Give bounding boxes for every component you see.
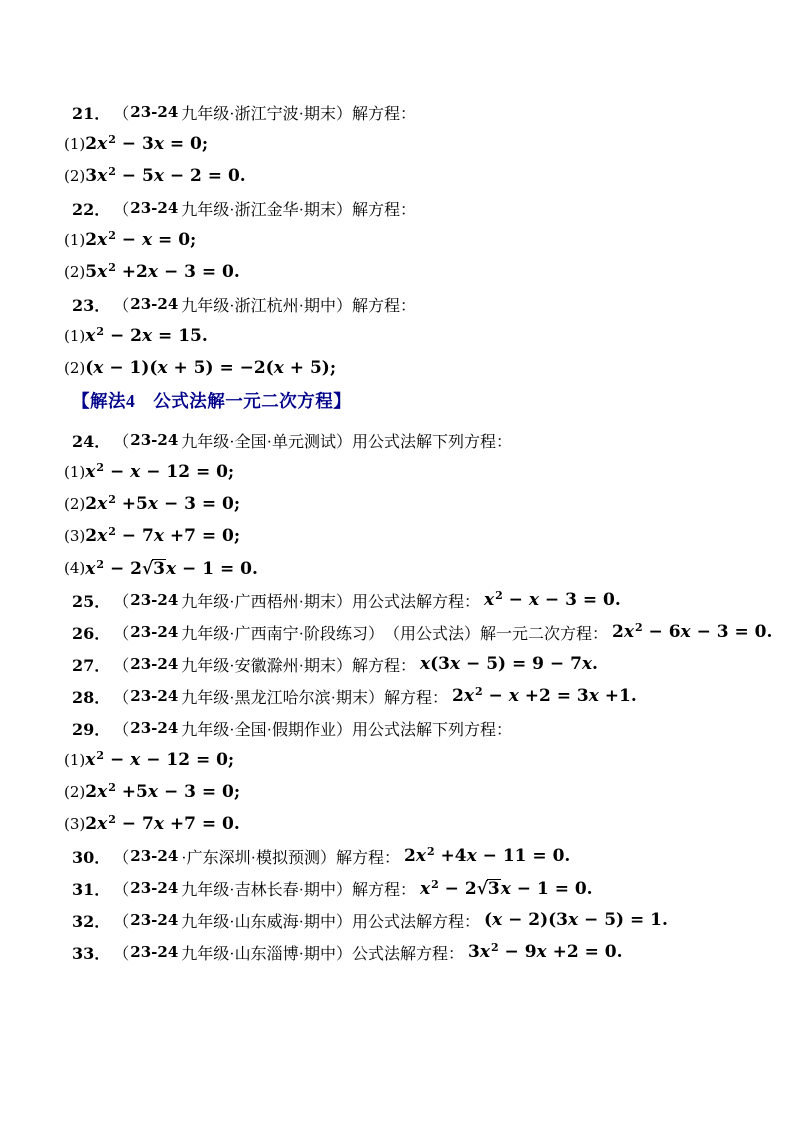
inline-equation: (x − 2)(3x − 5) = 1. [483,909,668,930]
problem-33-header [0,936,794,968]
part-label: (4) [64,559,86,577]
problem-number: 22． [72,199,111,219]
part-equation: $2x^2 - 7x +7 = 0$. [85,812,240,834]
source-origin: 九年级·广西梧州·期末） [181,593,352,611]
part-equation: $x^2 - 2√3x - 1 = 0$. [85,557,258,579]
problem-number: 27． [72,655,111,675]
problem-prompt: 用公式法解下列方程： [351,721,512,739]
problem-prompt: 解方程： [383,689,448,707]
source-origin: 九年级·浙江宁波·期末） [181,105,352,123]
part-line [0,488,794,520]
problem-number: 30． [72,847,111,867]
part-equation: $2x^2 +5x - 3 = 0$; [85,492,241,514]
part-line [0,128,794,160]
problem-24-header [0,424,794,456]
problem-26-header [0,616,794,648]
inline-equation: $x^2 - 2√3x - 1 = 0$. [419,877,593,899]
source-origin: 九年级·山东威海·期中） [181,913,352,931]
problem-28-header [0,680,794,712]
part-line [0,744,794,776]
source-origin: ·广东深圳·模拟预测） [181,849,336,867]
problem-25-header [0,584,794,616]
source-origin: 九年级·全国·单元测试） [181,433,352,451]
problem-21-header [0,96,794,128]
source-open-paren: （ [113,721,130,739]
source-years: 23-24 [130,911,179,929]
problem-prompt: 解方程： [351,657,416,675]
source-origin: 九年级·广西南宁·阶段练习） [181,625,384,643]
source-years: 23-24 [130,943,179,961]
part-line [0,352,794,384]
part-label: (1) [64,135,86,153]
part-equation: $x^2 - 2x = 15$. [85,324,208,346]
part-line [0,552,794,584]
source-origin: 九年级·安徽滁州·期末） [181,657,352,675]
source-origin: 九年级·山东淄博·期中） [181,945,352,963]
source-open-paren: （ [113,593,130,611]
problem-prompt: （用公式法）解一元二次方程： [383,625,608,643]
problem-prompt: 解方程： [351,881,416,899]
source-years: 23-24 [130,687,179,705]
problem-32-header [0,904,794,936]
source-years: 23-24 [130,623,179,641]
part-equation: $2x^2 - 3x = 0$; [85,132,209,154]
source-years: 23-24 [130,199,179,217]
inline-equation: $3x^2 - 9x +2 = 0$. [467,940,623,962]
part-label: (1) [64,327,86,345]
part-label: (1) [64,231,86,249]
source-open-paren: （ [113,913,130,931]
source-open-paren: （ [113,689,130,707]
part-equation: $x^2 - x - 12 = 0$; [85,748,235,770]
part-equation: $5x^2 +2x - 3 = 0$. [85,260,240,282]
part-label: (1) [64,751,86,769]
part-equation: $2x^2 +5x - 3 = 0$; [85,780,241,802]
part-line [0,520,794,552]
source-open-paren: （ [113,105,130,123]
source-open-paren: （ [113,433,130,451]
problem-prompt: 解方程： [351,105,416,123]
source-years: 23-24 [130,847,179,865]
part-equation: $3x^2 - 5x - 2 = 0$. [85,164,246,186]
part-line [0,160,794,192]
source-open-paren: （ [113,201,130,219]
problem-number: 24． [72,431,111,451]
source-years: 23-24 [130,431,179,449]
problem-number: 32． [72,911,111,931]
problem-number: 29． [72,719,111,739]
part-line [0,808,794,840]
problem-22-header [0,192,794,224]
part-label: (2) [64,783,86,801]
source-open-paren: （ [113,657,130,675]
source-open-paren: （ [113,945,130,963]
inline-equation: $2x^2 - 6x - 3 = 0$. [611,620,773,642]
source-years: 23-24 [130,295,179,313]
part-equation: (x − 1)(x + 5) = −2(x + 5); [85,357,337,378]
source-open-paren: （ [113,297,130,315]
part-line [0,256,794,288]
problem-prompt: 用公式法解方程： [351,593,480,611]
inline-equation: $x^2 - x - 3 = 0$. [483,588,621,610]
inline-equation: $2x^2 +4x - 11 = 0$. [403,844,571,866]
source-origin: 九年级·黑龙江哈尔滨·期末） [181,689,384,707]
problem-number: 23． [72,295,111,315]
part-label: (2) [64,263,86,281]
part-equation: $2x^2 - x = 0$; [85,228,197,250]
part-label: (2) [64,359,86,377]
source-origin: 九年级·吉林长春·期中） [181,881,352,899]
part-line [0,224,794,256]
section-heading: 【解法4 公式法解一元二次方程】 [72,390,352,411]
source-years: 23-24 [130,719,179,737]
problem-number: 25． [72,591,111,611]
problem-number: 26． [72,623,111,643]
problem-prompt: 解方程： [335,849,400,867]
problem-number: 21． [72,103,111,123]
part-line [0,776,794,808]
source-years: 23-24 [130,879,179,897]
problem-prompt: 解方程： [351,297,416,315]
source-origin: 九年级·浙江金华·期末） [181,201,352,219]
problem-prompt: 公式法解方程： [351,945,464,963]
source-open-paren: （ [113,881,130,899]
problem-prompt: 解方程： [351,201,416,219]
source-years: 23-24 [130,591,179,609]
problem-29-header [0,712,794,744]
part-label: (3) [64,815,86,833]
part-label: (2) [64,167,86,185]
source-years: 23-24 [130,103,179,121]
problem-number: 28． [72,687,111,707]
inline-equation: x(3x − 5) = 9 − 7x. [419,653,598,674]
part-line [0,320,794,352]
problem-number: 33． [72,943,111,963]
part-equation: $x^2 - x - 12 = 0$; [85,460,235,482]
source-origin: 九年级·浙江杭州·期中） [181,297,352,315]
source-open-paren: （ [113,625,130,643]
problem-23-header [0,288,794,320]
source-origin: 九年级·全国·假期作业） [181,721,352,739]
part-equation: $2x^2 - 7x +7 = 0$; [85,524,241,546]
problem-number: 31． [72,879,111,899]
problem-31-header [0,872,794,904]
problem-prompt: 用公式法解方程： [351,913,480,931]
part-label: (2) [64,495,86,513]
source-years: 23-24 [130,655,179,673]
source-open-paren: （ [113,849,130,867]
part-line [0,456,794,488]
problem-prompt: 用公式法解下列方程： [351,433,512,451]
problem-30-header [0,840,794,872]
part-label: (3) [64,527,86,545]
inline-equation: $2x^2 - x +2 = 3x +1$. [451,684,637,706]
problem-27-header [0,648,794,680]
part-label: (1) [64,463,86,481]
